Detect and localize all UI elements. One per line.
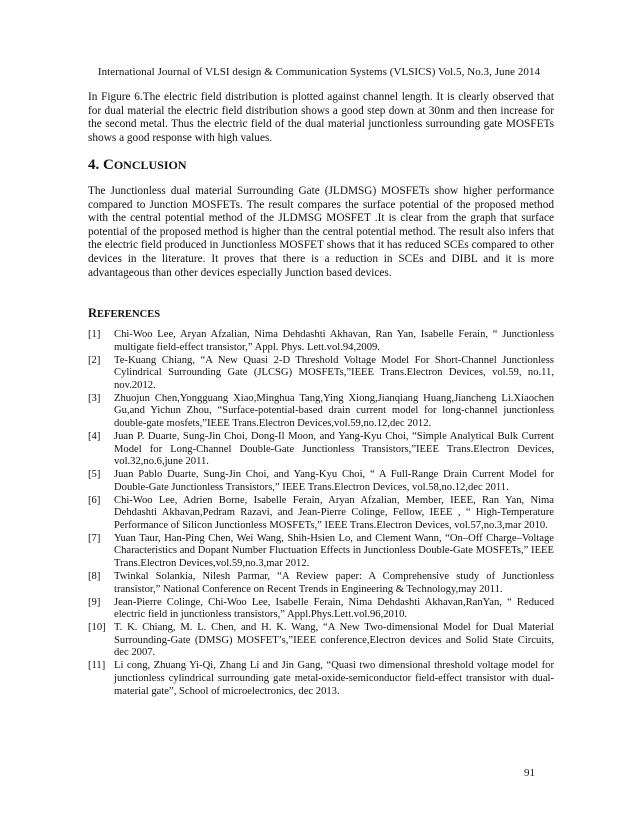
references-heading <box>88 306 160 321</box>
reference-number: [8] <box>88 571 101 583</box>
reference-text: Yuan Taur, Han-Ping Chen, Wei Wang, Shih-Hsien Lo, and Clement Wann, “On–Off Charge–Voltage Characteristics and Dopant Number Fluctuation Effects in Junctionless Double-Gate MOSFETs,” IEEE Trans.Electron Devices,vol.59,no.3,mar 2012. <box>114 532 554 570</box>
reference-text: Twinkal Solankia, Nilesh Parmar, “A Review paper: A Comprehensive study of Junctionless transistor,” National Conference on Recent Trends in Engineering & Technology,may 2011. <box>114 571 554 595</box>
reference-number: [10] <box>88 622 106 634</box>
reference-text: Te-Kuang Chiang, “A New Quasi 2-D Threshold Voltage Model For Short-Channel Junctionless Cylindrical Surrounding Gate (JLCSG) MOSFETs,”IEEE Trans.Electron Devices, vol.59, no.11, nov.2012. <box>114 354 554 391</box>
reference-number: [1] <box>88 329 101 340</box>
reference-item <box>88 622 554 660</box>
reference-item <box>88 329 554 354</box>
intro-paragraph: In Figure 6.The electric field distribution is plotted against channel length. It is clearly observed that for dual material the electric field distribution shows a good step down at 30nm and then increase for the second metal. Thus the electric field of the dual material junctionless surrounding gate MOSFETs shows a good response with high values. <box>88 91 554 144</box>
reference-number: [7] <box>88 532 101 544</box>
reference-item <box>88 571 554 596</box>
reference-text: Chi-Woo Lee, Adrien Borne, Isabelle Ferain, Aryan Afzalian, Member, IEEE, Ran Yan, Nima Dehdashti Akhavan,Pedram Razavi, and Jean-Pierre Colinge, Fellow, IEEE , “ High-Temperature Performance of Silicon Junctionless MOSFETs,” IEEE Trans.Electron Devices, vol.57,no.3,mar 2010. <box>114 494 554 531</box>
reference-number: [2] <box>88 354 101 366</box>
reference-item <box>88 431 554 469</box>
reference-item <box>88 597 554 622</box>
reference-text: Chi-Woo Lee, Aryan Afzalian, Nima Dehdashti Akhavan, Ran Yan, Isabelle Ferain, “ Junctionless multigate field-effect transistor,” Appl. Phys. Lett.vol.94,2009. <box>114 329 554 353</box>
reference-number: [3] <box>88 392 101 404</box>
conclusion-heading-rest: ONCLUSION <box>113 158 187 172</box>
reference-item <box>88 355 554 393</box>
conclusion-heading <box>88 157 187 174</box>
reference-text: Juan P. Duarte, Sung-Jin Choi, Dong-Il Moon, and Yang-Kyu Choi, “Simple Analytical Bulk Current Model for Long-Channel Double-Gate Junctionless Transistors,”IEEE Trans.Electron Devices, vol.32,no.6,june 2011. <box>114 430 554 468</box>
reference-item <box>88 495 554 533</box>
reference-list <box>88 329 554 699</box>
reference-item <box>88 469 554 494</box>
references-heading-first: R <box>88 306 98 320</box>
reference-number: [11] <box>88 660 106 672</box>
references-heading-rest: EFERENCES <box>97 309 161 320</box>
reference-item <box>88 533 554 571</box>
reference-number: [5] <box>88 469 101 481</box>
conclusion-heading-number: 4. C <box>88 157 114 173</box>
reference-item <box>88 393 554 431</box>
reference-number: [4] <box>88 430 101 442</box>
reference-text: Juan Pablo Duarte, Sung-Jin Choi, and Yang-Kyu Choi, “ A Full-Range Drain Current Model for Double-Gate Junctionless Transistors,” IEEE Trans.Electron Devices, vol.58,no.12,dec 2011. <box>114 469 554 493</box>
running-header: International Journal of VLSI design & Communication Systems (VLSICS) Vol.5, No.3, June 2014 <box>97 66 541 78</box>
reference-text: T. K. Chiang, M. L. Chen, and H. K. Wang, “A New Two-dimensional Model for Dual Material Surrounding-Gate (DMSG) MOSFET’s,”IEEE conference,Electron devices and Solid State Circuits, dec 2007. <box>114 622 554 659</box>
conclusion-body: The Junctionless dual material Surrounding Gate (JLDMSG) MOSFETs show higher performance compared to Junction MOSFETs. The result compares the surface potential of the proposed method with the central potential method of the JLDMSG MOSFET .It is clear from the graph that surface potential of the proposed method is higher than the central potential method. The result also infers that the electric field produced in Junctionless MOSFET shows that it has reduced SCEs compared to other devices in the literature. It proves that there is a reduction in SCEs and DIBL and it is more advantageous than other devices especially Junction based devices. <box>88 185 554 279</box>
reference-number: [9] <box>88 596 101 608</box>
reference-text: Zhuojun Chen,Yongguang Xiao,Minghua Tang,Ying Xiong,Jianqiang Huang,Jiancheng Li.Xiaochen Gu,and Yichun Zhou, “Surface-potential-based drain current model for long-channel junctionless double-gate mosfets,”IEEE Trans.Electron Devices,vol.59,no.12,dec 2012. <box>114 392 554 429</box>
reference-text: Li cong, Zhuang Yi-Qi, Zhang Li and Jin Gang, “Quasi two dimensional threshold voltage model for junctionless cylindrical surrounding gate metal-oxide-semiconductor field-effect transistor with dual-material gate”, School of microelectronics, dec 2013. <box>114 660 554 697</box>
reference-text: Jean-Pierre Colinge, Chi-Woo Lee, Isabelle Ferain, Nima Dehdashti Akhavan,RanYan, “ Reduced electric field in junctionless transistors,” Appl.Phys.Lett.vol.96,2010. <box>114 596 554 621</box>
reference-number: [6] <box>88 494 101 506</box>
reference-item <box>88 660 554 698</box>
page-number: 91 <box>524 767 535 779</box>
